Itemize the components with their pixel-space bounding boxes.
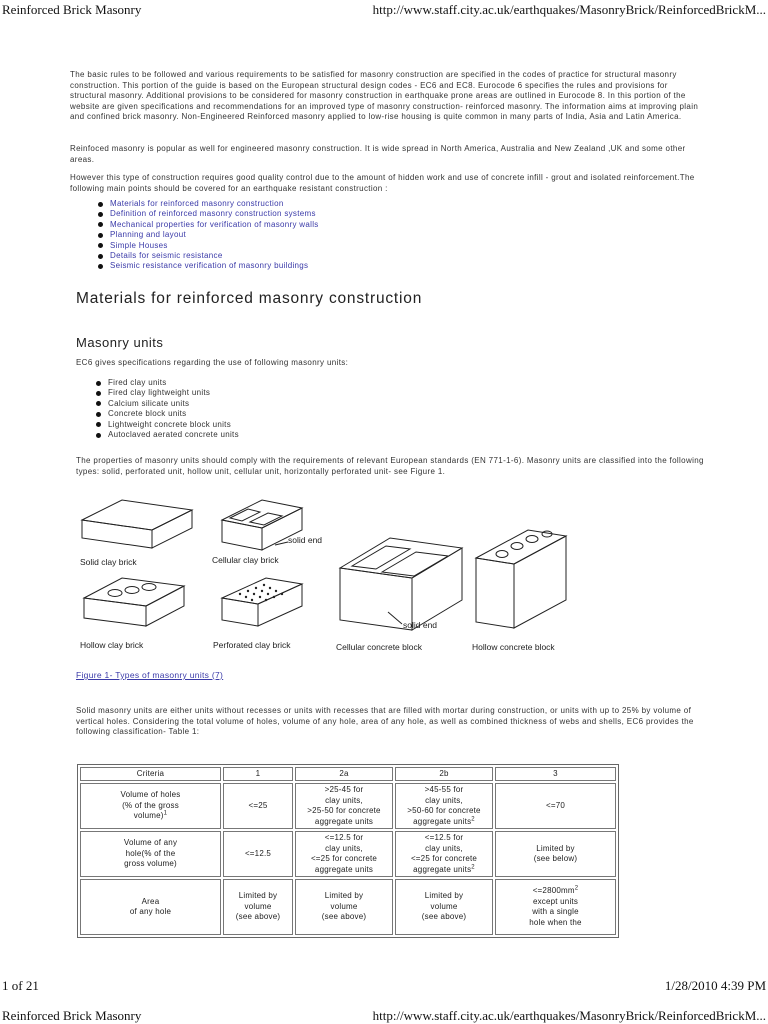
header-url: http://www.staff.city.ac.uk/earthquakes/MasonryBrick/ReinforcedBrickM... bbox=[372, 2, 766, 17]
figure-label: Cellular clay brick bbox=[212, 555, 279, 565]
solid-clay-brick-drawing bbox=[82, 500, 192, 548]
figure-label: solid end bbox=[403, 620, 438, 630]
table-row bbox=[80, 783, 616, 829]
table-cell: Volume of holes (% of the gross volume)$^1$ bbox=[80, 783, 221, 829]
intro-paragraph-1: The basic rules to be followed and various requirements to be satisfied for masonry construction are specified in the codes of practice for structural masonry construction. This portion of the guide is based on the European structural design codes - EC6 and EC8. Eurocode 6 specifies the rules and provisions for structural masonry. Additional provisions to be considered for masonry construction in earthquake prone areas are outlined in Eurocode 8. In this portion of the website are given specifications and recommendations for an improved type of masonry construction- reinforced masonry. The information aims at improving plain and confined brick masonry. Non-Engineered Reinforced masonry applied to low-rise housing is quite common in many parts of India, Asia and Latin America. bbox=[70, 70, 699, 121]
table-row bbox=[80, 831, 616, 877]
bullet-icon bbox=[98, 254, 103, 259]
masonry-units-figure bbox=[70, 488, 590, 658]
cellular-concrete-block-drawing bbox=[340, 538, 462, 630]
bullet-icon bbox=[98, 264, 103, 269]
figure-label: Perforated clay brick bbox=[213, 640, 291, 650]
list-item: Calcium silicate units bbox=[96, 399, 239, 409]
toc-link[interactable]: Seismic resistance verification of masonry buildings bbox=[98, 261, 700, 271]
bullet-icon bbox=[98, 243, 103, 248]
list-item: Fired clay lightweight units bbox=[96, 388, 239, 398]
list-item: Fired clay units bbox=[96, 378, 239, 388]
toc-link[interactable]: Simple Houses bbox=[98, 241, 700, 251]
bullet-icon bbox=[96, 391, 101, 396]
figure-label: Solid clay brick bbox=[80, 557, 137, 567]
hollow-concrete-block-drawing bbox=[476, 530, 566, 628]
ec6-intro-text: EC6 gives specifications regarding the use of following masonry units: bbox=[76, 358, 349, 367]
figure-label: Cellular concrete block bbox=[336, 642, 422, 652]
section-heading: Materials for reinforced masonry construction bbox=[76, 290, 423, 307]
bullet-icon bbox=[96, 412, 101, 417]
table-cell: <=12.5 for clay units, <=25 for concrete aggregate units bbox=[295, 831, 393, 877]
bullet-icon bbox=[96, 401, 101, 406]
bullet-icon bbox=[98, 212, 103, 217]
page-count: 1 of 21 bbox=[2, 978, 39, 993]
bullet-icon bbox=[96, 422, 101, 427]
figure-label: solid end bbox=[288, 535, 323, 545]
toc-link[interactable]: Planning and layout bbox=[98, 230, 700, 240]
column-header: 1 bbox=[223, 767, 293, 781]
toc-list bbox=[98, 199, 700, 272]
intro-section bbox=[70, 70, 700, 272]
toc-link[interactable]: Details for seismic resistance bbox=[98, 251, 700, 261]
perforated-clay-brick-drawing bbox=[222, 578, 302, 626]
list-item: Concrete block units bbox=[96, 409, 239, 419]
column-header: 2b bbox=[395, 767, 493, 781]
table-cell: Limited by (see below) bbox=[495, 831, 616, 877]
column-header: Criteria bbox=[80, 767, 221, 781]
bullet-icon bbox=[98, 222, 103, 227]
solid-units-paragraph: Solid masonry units are either units without recesses or units with recesses that are filled with mortar during construction, or units with up to 25% by volume of vertical holes. Considering the total volume of holes, volume of any hole, area of any hole, as well as combined thickness of webs and shells, EC6 provides the following classification- Table 1: bbox=[76, 706, 694, 736]
table-cell: Limited by volume (see above) bbox=[395, 879, 493, 935]
list-item: Lightweight concrete block units bbox=[96, 420, 239, 430]
toc-link[interactable]: Mechanical properties for verification of masonry walls bbox=[98, 220, 700, 230]
header-title: Reinforced Brick Masonry bbox=[2, 1008, 142, 1023]
table-cell: Limited by volume (see above) bbox=[295, 879, 393, 935]
table-cell: Area of any hole bbox=[80, 879, 221, 935]
intro-paragraph-2: Reinfoced masonry is popular as well for engineered masonry construction. It is wide spread in North America, Australia and New Zealand ,UK and some other areas. bbox=[70, 144, 686, 164]
bullet-icon bbox=[96, 381, 101, 386]
table-cell: <=70 bbox=[495, 783, 616, 829]
header-title: Reinforced Brick Masonry bbox=[2, 2, 142, 17]
table-cell: $<=2800mm^2$ except units with a single hole when the bbox=[495, 879, 616, 935]
classification-table bbox=[77, 764, 619, 938]
list-item: Autoclaved aerated concrete units bbox=[96, 430, 239, 440]
figure-label: Hollow clay brick bbox=[80, 640, 144, 650]
intro-paragraph-3: However this type of construction requires good quality control due to the amount of hidden work and use of concrete infill - grout and isolated reinforcement.The following main points should be covered for an earthquake resistant construction : bbox=[70, 173, 695, 193]
units-list bbox=[96, 378, 239, 440]
table-cell: <=12.5 bbox=[223, 831, 293, 877]
table-cell: <=25 bbox=[223, 783, 293, 829]
header-url: http://www.staff.city.ac.uk/earthquakes/MasonryBrick/ReinforcedBrickM... bbox=[372, 1008, 766, 1023]
toc-link[interactable]: Definition of reinforced masonry construction systems bbox=[98, 209, 700, 219]
bullet-icon bbox=[98, 202, 103, 207]
table-cell: >45-55 for clay units, >50-60 for concrete aggregate units$^2$ bbox=[395, 783, 493, 829]
table-cell: >25-45 for clay units, >25-50 for concrete aggregate units bbox=[295, 783, 393, 829]
properties-paragraph: The properties of masonry units should comply with the requirements of relevant European standards (EN 771-1-6). Masonry units are classified into the following types: solid, perforated unit, hollow unit, cellular unit, horizontally perforated unit- see Figure 1. bbox=[76, 456, 704, 476]
bullet-icon bbox=[98, 233, 103, 238]
hollow-clay-brick-drawing bbox=[84, 578, 184, 626]
table-header-row bbox=[80, 767, 616, 781]
toc-link[interactable]: Materials for reinforced masonry construction bbox=[98, 199, 700, 209]
figure-caption-link[interactable]: Figure 1- Types of masonry units (7) bbox=[76, 670, 224, 680]
print-datetime: 1/28/2010 4:39 PM bbox=[664, 978, 766, 993]
subsection-heading: Masonry units bbox=[76, 335, 164, 350]
table-cell: <=12.5 for clay units, <=25 for concrete aggregate units$^2$ bbox=[395, 831, 493, 877]
table-cell: Volume of any hole(% of the gross volume) bbox=[80, 831, 221, 877]
figure-label: Hollow concrete block bbox=[472, 642, 555, 652]
table-row bbox=[80, 879, 616, 935]
column-header: 3 bbox=[495, 767, 616, 781]
table-cell: Limited by volume (see above) bbox=[223, 879, 293, 935]
bullet-icon bbox=[96, 433, 101, 438]
column-header: 2a bbox=[295, 767, 393, 781]
